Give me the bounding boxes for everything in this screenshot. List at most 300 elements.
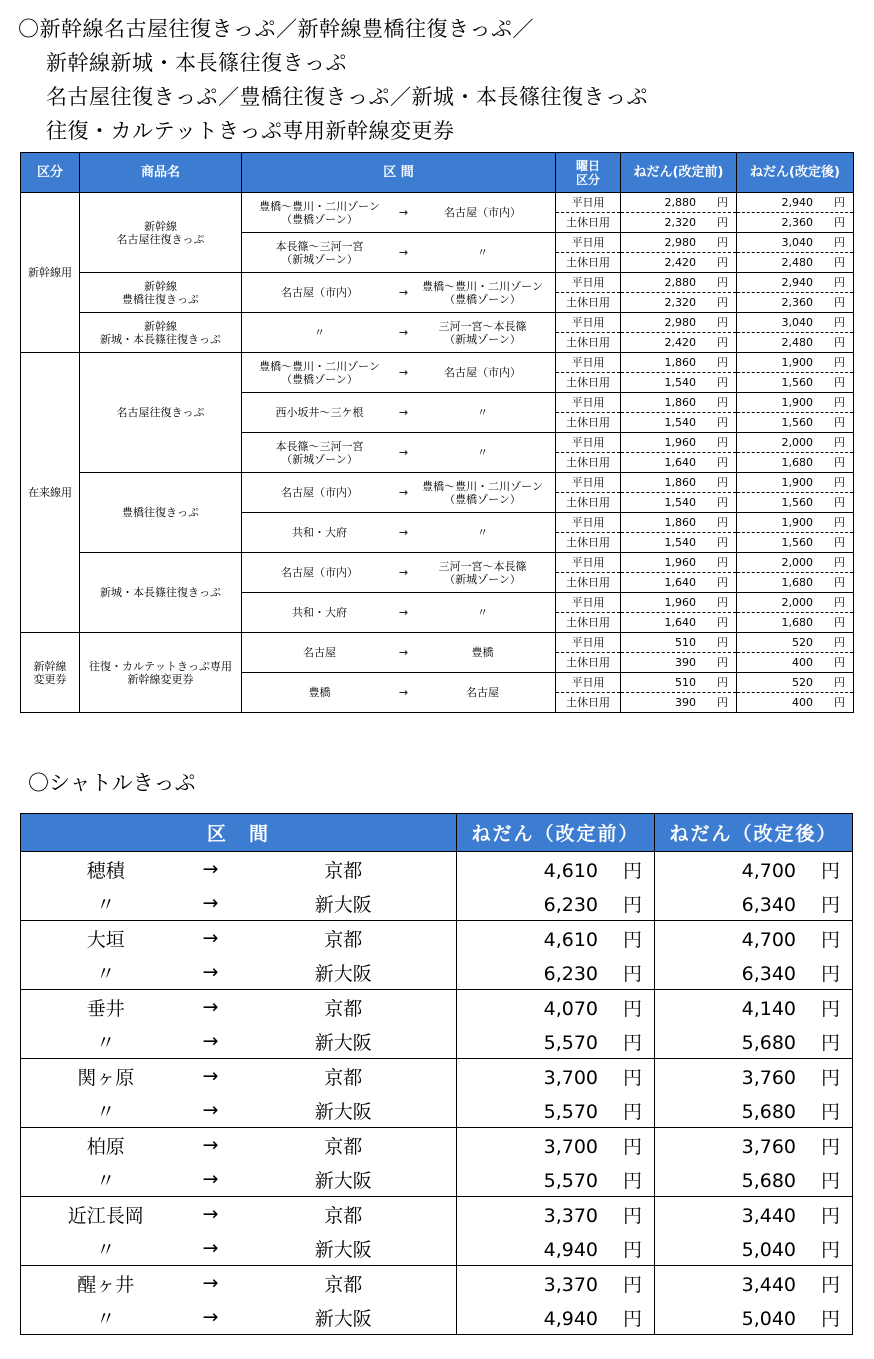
price-value: 1,560 — [781, 376, 813, 389]
price-value: 2,880 — [664, 196, 696, 209]
price-value: 1,640 — [664, 576, 696, 589]
section-from: 豊橋 — [308, 686, 331, 700]
price-value: 1,640 — [664, 456, 696, 469]
product-name-cell — [80, 353, 242, 473]
price-value: 3,440 — [741, 1273, 797, 1296]
arrow-icon: → — [202, 1099, 219, 1121]
price-after-cell — [737, 593, 854, 613]
price-value: 1,860 — [664, 516, 696, 529]
shuttle-from: 近江長岡 — [21, 1197, 191, 1232]
holiday-label: 土休日用 — [556, 213, 621, 233]
shuttle-from: 〃 — [21, 1162, 191, 1197]
category-cell — [21, 633, 80, 713]
yen-unit: 円 — [623, 928, 643, 951]
yen-unit: 円 — [834, 276, 845, 289]
yen-unit: 円 — [717, 416, 728, 429]
shuttle-from: 醒ヶ井 — [21, 1266, 191, 1301]
shuttle-row — [21, 1197, 853, 1232]
yen-unit: 円 — [834, 376, 845, 389]
arrow-icon: → — [202, 1030, 219, 1052]
shuttle-price-before-cell — [457, 1300, 655, 1335]
price-value: 5,570 — [543, 1169, 599, 1192]
price-after-cell — [737, 493, 854, 513]
price-before-cell — [621, 573, 737, 593]
price-before-cell — [621, 533, 737, 553]
yen-unit: 円 — [821, 893, 841, 916]
price-value: 520 — [792, 636, 813, 649]
section-from: 共和・大府 — [292, 526, 347, 540]
price-value: 1,960 — [664, 556, 696, 569]
yen-unit: 円 — [717, 436, 728, 449]
price-after-cell — [737, 513, 854, 533]
arrow-icon: → — [202, 961, 219, 983]
shuttle-price-before-cell — [457, 1162, 655, 1197]
yen-unit: 円 — [623, 997, 643, 1020]
arrow-icon: → — [398, 646, 409, 660]
shuttle-header-row — [21, 814, 853, 852]
price-value: 2,000 — [781, 436, 813, 449]
section-from: 本長篠～三河一宮 （新城ゾーン） — [275, 439, 364, 466]
round-trip-ticket-price-table — [20, 152, 854, 713]
shuttle-from: 大垣 — [21, 921, 191, 956]
price-value: 1,960 — [664, 436, 696, 449]
section-to: 三河一宮～本長篠 （新城ゾーン） — [438, 319, 527, 346]
shuttle-price-after-cell — [655, 1024, 853, 1059]
shuttle-price-after-cell — [655, 1128, 853, 1163]
arrow-icon: → — [398, 526, 409, 540]
yen-unit: 円 — [834, 636, 845, 649]
holiday-label: 土休日用 — [556, 373, 621, 393]
header-day-type — [556, 153, 621, 193]
arrow-icon: → — [398, 206, 409, 219]
shuttle-price-after-cell — [655, 1231, 853, 1266]
price-before-cell — [621, 233, 737, 253]
arrow-icon: → — [191, 1300, 231, 1335]
product-name-cell — [80, 313, 242, 353]
shuttle-price-before-cell — [457, 1024, 655, 1059]
price-value: 1,680 — [781, 576, 813, 589]
section-from: 名古屋（市内） — [281, 566, 358, 579]
yen-unit: 円 — [717, 496, 728, 509]
product-name-cell — [80, 473, 242, 553]
yen-unit: 円 — [717, 696, 728, 709]
price-value: 2,360 — [781, 216, 813, 229]
section-from: 西小坂井～三ケ根 — [275, 406, 364, 420]
shuttle-price-before-cell — [457, 1128, 655, 1163]
heading-line-4: 往復・カルテットきっぷ専用新幹線変更券 — [46, 119, 455, 143]
section-cell — [242, 673, 556, 713]
weekday-label: 平日用 — [556, 473, 621, 493]
holiday-label: 土休日用 — [556, 293, 621, 313]
yen-unit: 円 — [834, 296, 845, 309]
arrow-icon: → — [202, 892, 219, 914]
arrow-icon: → — [191, 1059, 231, 1094]
section-to: 名古屋 — [466, 686, 499, 700]
shuttle-price-before-cell — [457, 1059, 655, 1094]
holiday-label: 土休日用 — [556, 453, 621, 473]
price-before-cell — [621, 473, 737, 493]
yen-unit: 円 — [717, 196, 728, 209]
price-value: 3,440 — [741, 1204, 797, 1227]
yen-unit: 円 — [623, 859, 643, 882]
yen-unit: 円 — [834, 456, 845, 469]
section-to: 豊橋～豊川・二川ゾーン （豊橋ゾーン） — [422, 279, 543, 306]
shuttle-to: 京都 — [231, 921, 457, 956]
price-before-cell — [621, 493, 737, 513]
shuttle-to: 新大阪 — [314, 1238, 372, 1261]
shuttle-price-after-cell — [655, 886, 853, 921]
arrow-icon: → — [202, 1168, 219, 1190]
price-before-cell — [621, 433, 737, 453]
yen-unit: 円 — [623, 893, 643, 916]
price-value: 1,540 — [664, 496, 696, 509]
price-value: 1,560 — [781, 496, 813, 509]
price-value: 3,760 — [741, 1066, 797, 1089]
price-value: 3,700 — [543, 1066, 599, 1089]
yen-unit: 円 — [623, 1100, 643, 1123]
price-after-cell — [737, 193, 854, 213]
weekday-label: 平日用 — [556, 513, 621, 533]
shuttle-row — [21, 955, 853, 990]
shuttle-price-before-cell — [457, 921, 655, 956]
holiday-label: 土休日用 — [556, 613, 621, 633]
price-value: 2,420 — [664, 336, 696, 349]
section-from: 〃 — [314, 326, 325, 339]
price-before-cell — [621, 373, 737, 393]
yen-unit: 円 — [717, 676, 728, 689]
price-value: 510 — [675, 676, 696, 689]
section-cell — [242, 233, 556, 273]
price-value: 4,140 — [741, 997, 797, 1020]
yen-unit: 円 — [717, 476, 728, 489]
price-after-cell — [737, 353, 854, 373]
yen-unit: 円 — [717, 556, 728, 569]
shuttle-from: 〃 — [21, 1300, 191, 1335]
shuttle-price-after-cell — [655, 1266, 853, 1301]
price-after-cell — [737, 273, 854, 293]
price-value: 1,860 — [664, 356, 696, 369]
arrow-icon: → — [398, 686, 409, 700]
yen-unit: 円 — [821, 962, 841, 985]
section-from: 名古屋（市内） — [281, 486, 358, 499]
product-name: 新幹線 新城・本長篠往復きっぷ — [100, 319, 221, 346]
price-value: 1,540 — [664, 416, 696, 429]
shuttle-row — [21, 1162, 853, 1197]
yen-unit: 円 — [623, 962, 643, 985]
yen-unit: 円 — [717, 536, 728, 549]
price-value: 1,560 — [781, 416, 813, 429]
price-before-cell — [621, 353, 737, 373]
product-name: 新幹線 名古屋往復きっぷ — [116, 219, 205, 246]
shuttle-from: 〃 — [21, 1231, 191, 1266]
price-value: 4,700 — [741, 928, 797, 951]
price-value: 3,370 — [543, 1204, 599, 1227]
yen-unit: 円 — [834, 256, 845, 269]
holiday-label: 土休日用 — [556, 533, 621, 553]
shuttle-from: 垂井 — [21, 990, 191, 1025]
category-label: 新幹線 変更券 — [33, 659, 67, 686]
yen-unit: 円 — [821, 997, 841, 1020]
price-after-cell — [737, 313, 854, 333]
price-after-cell — [737, 553, 854, 573]
arrow-icon: → — [398, 246, 409, 259]
section-to: 豊橋～豊川・二川ゾーン （豊橋ゾーン） — [422, 479, 543, 506]
shuttle-header-price-after: ねだん（改定後） — [655, 814, 853, 852]
price-before-cell — [621, 673, 737, 693]
yen-unit: 円 — [821, 1100, 841, 1123]
price-value: 3,700 — [543, 1135, 599, 1158]
yen-unit: 円 — [623, 1066, 643, 1089]
shuttle-price-after-cell — [655, 1059, 853, 1094]
yen-unit: 円 — [834, 396, 845, 409]
shuttle-to: 新大阪 — [314, 893, 372, 916]
weekday-label: 平日用 — [556, 433, 621, 453]
yen-unit: 円 — [834, 336, 845, 349]
price-value: 390 — [675, 656, 696, 669]
section-to: 三河一宮～本長篠 （新城ゾーン） — [438, 559, 527, 586]
shuttle-row — [21, 886, 853, 921]
yen-unit: 円 — [717, 596, 728, 609]
section-to: 豊橋 — [471, 646, 494, 660]
weekday-label: 平日用 — [556, 233, 621, 253]
price-after-cell — [737, 473, 854, 493]
price-value: 2,000 — [781, 596, 813, 609]
shuttle-to: 京都 — [231, 1128, 457, 1163]
shuttle-to: 新大阪 — [314, 1031, 372, 1054]
price-value: 4,940 — [543, 1307, 599, 1330]
section-cell — [242, 433, 556, 473]
weekday-label: 平日用 — [556, 393, 621, 413]
yen-unit: 円 — [821, 1135, 841, 1158]
arrow-icon: → — [191, 921, 231, 956]
price-before-cell — [621, 653, 737, 673]
price-value: 1,900 — [781, 356, 813, 369]
price-after-cell — [737, 253, 854, 273]
price-before-cell — [621, 693, 737, 713]
price-value: 2,880 — [664, 276, 696, 289]
shuttle-row — [21, 1266, 853, 1301]
yen-unit: 円 — [623, 1169, 643, 1192]
price-before-cell — [621, 213, 737, 233]
yen-unit: 円 — [717, 216, 728, 229]
price-before-cell — [621, 193, 737, 213]
price-after-cell — [737, 573, 854, 593]
price-value: 6,340 — [741, 962, 797, 985]
arrow-icon: → — [191, 1197, 231, 1232]
yen-unit: 円 — [821, 1204, 841, 1227]
heading-line-1: 〇新幹線名古屋往復きっぷ／新幹線豊橋往復きっぷ／ — [18, 17, 534, 41]
section-from: 豊橋～豊川・二川ゾーン （豊橋ゾーン） — [259, 359, 380, 386]
header-product: 商品名 — [80, 153, 242, 193]
arrow-icon: → — [398, 286, 409, 299]
shuttle-row — [21, 1300, 853, 1335]
price-before-cell — [621, 593, 737, 613]
price-value: 1,680 — [781, 456, 813, 469]
section-from: 豊橋～豊川・二川ゾーン （豊橋ゾーン） — [259, 199, 380, 226]
yen-unit: 円 — [717, 656, 728, 669]
table-row — [21, 353, 854, 373]
header-category: 区分 — [21, 153, 80, 193]
weekday-label: 平日用 — [556, 593, 621, 613]
price-value: 4,070 — [543, 997, 599, 1020]
yen-unit: 円 — [821, 928, 841, 951]
shuttle-to: 京都 — [231, 1266, 457, 1301]
price-value: 520 — [792, 676, 813, 689]
price-value: 2,940 — [781, 276, 813, 289]
yen-unit: 円 — [834, 676, 845, 689]
shuttle-to: 新大阪 — [231, 1300, 457, 1335]
shuttle-price-before-cell — [457, 955, 655, 990]
shuttle-price-before-cell — [457, 990, 655, 1025]
price-value: 2,980 — [664, 316, 696, 329]
arrow-icon: → — [398, 606, 409, 620]
yen-unit: 円 — [834, 516, 845, 529]
product-name-cell — [80, 633, 242, 713]
shuttle-row — [21, 852, 853, 887]
shuttle-price-after-cell — [655, 1162, 853, 1197]
price-value: 5,680 — [741, 1169, 797, 1192]
holiday-label: 土休日用 — [556, 253, 621, 273]
category-label: 在来線用 — [28, 486, 72, 499]
product-name-cell — [80, 273, 242, 313]
header-section: 区 間 — [242, 153, 556, 193]
shuttle-ticket-price-table — [20, 813, 853, 1335]
price-value: 4,610 — [543, 928, 599, 951]
section-cell — [242, 553, 556, 593]
table-row — [21, 273, 854, 293]
section-cell — [242, 193, 556, 233]
price-value: 2,480 — [781, 256, 813, 269]
yen-unit: 円 — [821, 1066, 841, 1089]
price-value: 6,340 — [741, 893, 797, 916]
price-after-cell — [737, 393, 854, 413]
category-label: 新幹線用 — [28, 266, 72, 279]
price-value: 1,860 — [664, 476, 696, 489]
price-after-cell — [737, 693, 854, 713]
price-value: 2,320 — [664, 216, 696, 229]
shuttle-to: 京都 — [231, 990, 457, 1025]
yen-unit: 円 — [717, 456, 728, 469]
price-after-cell — [737, 653, 854, 673]
weekday-label: 平日用 — [556, 273, 621, 293]
section-cell — [242, 353, 556, 393]
yen-unit: 円 — [717, 276, 728, 289]
yen-unit: 円 — [717, 356, 728, 369]
price-value: 400 — [792, 696, 813, 709]
page-heading — [18, 12, 648, 148]
section-from: 本長篠～三河一宮 （新城ゾーン） — [275, 239, 364, 266]
shuttle-row — [21, 1024, 853, 1059]
price-before-cell — [621, 293, 737, 313]
shuttle-price-after-cell — [655, 921, 853, 956]
yen-unit: 円 — [717, 236, 728, 249]
price-after-cell — [737, 213, 854, 233]
shuttle-price-before-cell — [457, 886, 655, 921]
price-value: 6,230 — [543, 893, 599, 916]
section-cell — [242, 473, 556, 513]
shuttle-price-after-cell — [655, 1197, 853, 1232]
yen-unit: 円 — [821, 1273, 841, 1296]
product-name-cell — [80, 193, 242, 273]
section-to: 〃 — [477, 446, 488, 459]
yen-unit: 円 — [834, 316, 845, 329]
shuttle-header-price-before: ねだん（改定前） — [457, 814, 655, 852]
header-price-before: ねだん(改定前) — [621, 153, 737, 193]
heading-line-2: 新幹線新城・本長篠往復きっぷ — [46, 51, 347, 75]
yen-unit: 円 — [623, 1238, 643, 1261]
table-row — [21, 313, 854, 333]
section-cell — [242, 273, 556, 313]
yen-unit: 円 — [717, 636, 728, 649]
price-after-cell — [737, 233, 854, 253]
heading-line-3: 名古屋往復きっぷ／豊橋往復きっぷ／新城・本長篠往復きっぷ — [46, 85, 648, 109]
header-day-type-label: 曜日 区分 — [575, 158, 600, 187]
price-before-cell — [621, 613, 737, 633]
yen-unit: 円 — [834, 556, 845, 569]
yen-unit: 円 — [834, 196, 845, 209]
yen-unit: 円 — [623, 1307, 643, 1330]
price-value: 2,480 — [781, 336, 813, 349]
shuttle-header-section: 区 間 — [21, 814, 457, 852]
shuttle-row — [21, 1093, 853, 1128]
price-after-cell — [737, 333, 854, 353]
yen-unit: 円 — [717, 516, 728, 529]
price-after-cell — [737, 613, 854, 633]
arrow-icon: → — [202, 1237, 219, 1259]
price-value: 390 — [675, 696, 696, 709]
section-cell — [242, 593, 556, 633]
yen-unit: 円 — [834, 576, 845, 589]
section-to: 〃 — [477, 246, 488, 259]
price-value: 3,760 — [741, 1135, 797, 1158]
product-name: 新城・本長篠往復きっぷ — [100, 586, 221, 599]
shuttle-price-after-cell — [655, 955, 853, 990]
shuttle-price-before-cell — [457, 1197, 655, 1232]
shuttle-price-after-cell — [655, 852, 853, 887]
yen-unit: 円 — [821, 1307, 841, 1330]
price-value: 1,900 — [781, 396, 813, 409]
holiday-label: 土休日用 — [556, 573, 621, 593]
yen-unit: 円 — [834, 696, 845, 709]
yen-unit: 円 — [834, 476, 845, 489]
price-value: 1,860 — [664, 396, 696, 409]
category-cell — [21, 353, 80, 633]
shuttle-to: 新大阪 — [314, 962, 372, 985]
price-after-cell — [737, 633, 854, 653]
shuttle-to: 京都 — [231, 1059, 457, 1094]
product-name: 名古屋往復きっぷ — [116, 406, 205, 419]
product-name: 新幹線 豊橋往復きっぷ — [122, 279, 199, 306]
table-row — [21, 633, 854, 653]
price-before-cell — [621, 313, 737, 333]
yen-unit: 円 — [717, 336, 728, 349]
product-name-cell — [80, 553, 242, 633]
price-value: 6,230 — [543, 962, 599, 985]
arrow-icon: → — [398, 406, 409, 420]
yen-unit: 円 — [717, 256, 728, 269]
yen-unit: 円 — [834, 616, 845, 629]
price-value: 4,940 — [543, 1238, 599, 1261]
shuttle-row — [21, 1231, 853, 1266]
price-value: 3,040 — [781, 316, 813, 329]
price-before-cell — [621, 513, 737, 533]
yen-unit: 円 — [834, 436, 845, 449]
arrow-icon: → — [398, 486, 409, 499]
price-value: 2,360 — [781, 296, 813, 309]
price-before-cell — [621, 333, 737, 353]
price-value: 2,940 — [781, 196, 813, 209]
section-cell — [242, 633, 556, 673]
